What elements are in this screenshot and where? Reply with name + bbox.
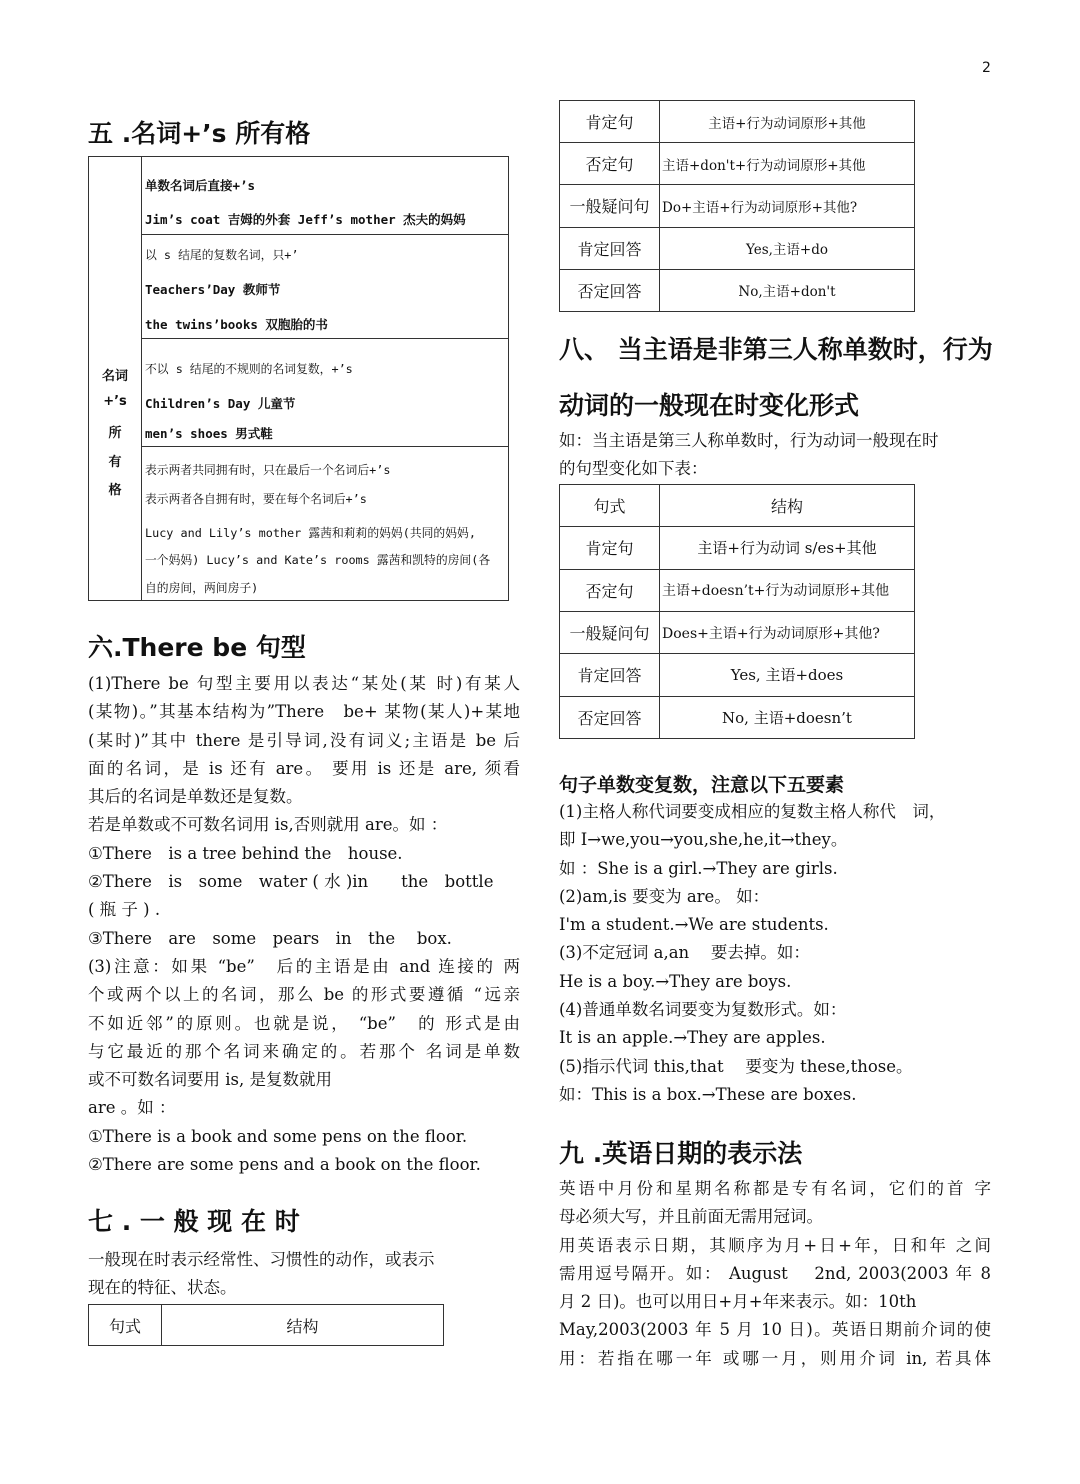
- structure-cell: 主语+don't+行为动词原形+其他: [660, 143, 915, 185]
- text-line: ②There are some pens and a book on the floor.: [88, 1155, 481, 1175]
- cell-line: 表示两者共同拥有时，只在最后一个名词后+’s: [145, 463, 391, 477]
- section6-title: 六.There be 句型: [88, 633, 306, 662]
- text-line: It is an apple.→They are apples.: [559, 1028, 826, 1048]
- cell-line: Lucy and Lily’s mother 露茜和莉莉的妈妈(共同的妈妈,: [145, 526, 476, 540]
- possessive-cell-joint: [141, 446, 508, 600]
- section5-title: 五 .名词+’s 所有格: [88, 119, 311, 148]
- text-line: (1)主格人称代词要变成相应的复数主格人称代 词，: [559, 802, 946, 821]
- plural-rules-title: 句子单数变复数，注意以下五要素: [559, 774, 845, 796]
- section9-title: 九 .英语日期的表示法: [559, 1139, 803, 1168]
- text-line: (2)am,is 要变为 are。 如：: [559, 886, 770, 906]
- possessive-table: [88, 156, 509, 601]
- third-person-table: [559, 484, 915, 739]
- text-line: ( 瓶 子 ) .: [88, 900, 161, 920]
- cell-line: men’s shoes 男式鞋: [145, 426, 273, 441]
- text-line: 个或两个以上的名词，那么 be 的形式要遵循 “远亲: [88, 985, 520, 1005]
- form-cell: 句式: [560, 485, 660, 527]
- text-line: I'm a student.→We are students.: [559, 915, 829, 935]
- cell-line: 表示两者各自拥有时，要在每个名词后+’s: [145, 492, 367, 506]
- header-cell: 句式: [89, 1305, 162, 1346]
- structure-cell: Does+主语+行为动词原形+其他?: [660, 611, 915, 653]
- text-line: 的句型变化如下表：: [559, 459, 708, 479]
- form-cell: 肯定回答: [560, 227, 660, 269]
- header-cell: 结构: [162, 1305, 444, 1346]
- section7-body: [88, 1246, 508, 1303]
- text-line: ②There is some water ( 水 )in the bottle: [88, 872, 494, 892]
- text-line: ③There are some pears in the box.: [88, 928, 452, 948]
- cell-line: 单数名词后直接+’s: [145, 178, 256, 193]
- page-number: 2: [982, 60, 991, 76]
- text-line: 与它最近的那个名词来确定的。若那个 名词是单数: [88, 1041, 520, 1061]
- structure-cell: 结构: [660, 485, 915, 527]
- cell-line: Teachers’Day 教师节: [145, 282, 281, 297]
- text-line: He is a boy.→They are boys.: [559, 971, 792, 991]
- text-line: (1)There be 句型主要用以表达“某处(某 时)有某人: [88, 674, 520, 693]
- cell-line: 不以 s 结尾的不规则的名词复数，+’s: [145, 362, 353, 376]
- text-line: 英语中月份和星期名称都是专有名词，它们的首 字: [559, 1179, 991, 1198]
- text-line: 如：This is a box.→These are boxes.: [559, 1084, 857, 1104]
- text-line: 或不可数名词要用 is, 是复数就用: [88, 1070, 332, 1090]
- form-cell: 一般疑问句: [560, 611, 660, 653]
- form-cell: 肯定回答: [560, 654, 660, 696]
- structure-cell: 主语+行为动词 s/es+其他: [660, 527, 915, 569]
- text-line: 如 ：She is a girl.→They are girls.: [559, 858, 838, 878]
- text-line: May,2003(2003 年 5 月 10 日)。英语日期前介词的使: [559, 1320, 991, 1340]
- text-line: 母必须大写，并且前面无需用冠词。: [559, 1207, 823, 1227]
- text-line: ①There is a book and some pens on the floor.: [88, 1126, 468, 1146]
- cell-line: 以 s 结尾的复数名词，只+’: [145, 248, 299, 262]
- text-line: (4)普通单数名词要变为复数形式。如：: [559, 1000, 847, 1020]
- structure-cell: 主语+doesn’t+行为动词原形+其他: [660, 569, 915, 611]
- form-cell: 否定句: [560, 143, 660, 185]
- text-line: ①There is a tree behind the house.: [88, 843, 403, 863]
- text-line: 用：若指在哪一年 或哪一月，则用介词 in, 若具体: [559, 1348, 991, 1368]
- text-line: (5)指示代词 this,that 要变为 these,those。: [559, 1056, 913, 1076]
- section8-body: [559, 427, 991, 484]
- section7-title: 七 . 一 般 现 在 时: [88, 1207, 300, 1236]
- text-line: 需用逗号隔开。如： August 2nd, 2003(2003 年 8: [559, 1263, 991, 1283]
- possessive-cell-plural-s: [141, 234, 508, 338]
- text-line: are 。如 ：: [88, 1098, 176, 1118]
- cell-line: Jim’s coat 吉姆的外套 Jeff’s mother 杰夫的妈妈: [145, 212, 466, 227]
- text-line: (3)注意：如果 “be” 后的主语是由 and 连接的 两: [88, 956, 520, 976]
- text-line: 其后的名词是单数还是复数。: [88, 787, 303, 807]
- text-line: 月 2 日)。也可以用日+月+年来表示。如：10th: [559, 1292, 917, 1312]
- structure-cell: Yes,主语+do: [660, 227, 915, 269]
- form-cell: 否定句: [560, 569, 660, 611]
- structure-cell: No,主语+don't: [660, 269, 915, 311]
- section9-body: [559, 1175, 991, 1373]
- text-line: 即 I→we,you→you,she,he,it→they。: [559, 830, 848, 850]
- text-line: (某物)。”其基本结构为”There be+ 某物(某人)+某地: [88, 702, 520, 722]
- side-label: +’s: [103, 394, 127, 409]
- structure-cell: Yes, 主语+does: [660, 654, 915, 696]
- text-line: (3)不定冠词 a,an 要去掉。如：: [559, 943, 810, 963]
- text-line: 用英语表示日期，其顺序为月+日+年，日和年 之间: [559, 1235, 991, 1255]
- form-cell: 一般疑问句: [560, 185, 660, 227]
- structure-cell: 主语+行为动词原形+其他: [660, 101, 915, 143]
- text-line: 现在的特征、状态。: [88, 1278, 237, 1298]
- text-line: (某时)”其中 there 是引导词,没有词义;主语是 be 后: [88, 730, 520, 750]
- plural-rules-body: [559, 798, 991, 1109]
- structure-cell: No, 主语+doesn’t: [660, 696, 915, 738]
- form-cell: 肯定句: [560, 101, 660, 143]
- non-third-person-table: [559, 100, 915, 312]
- text-line: 若是单数或不可数名词用 is,否则就用 are。如 ：: [88, 815, 448, 835]
- text-line: 如：当主语是第三人称单数时，行为动词一般现在时: [559, 431, 939, 450]
- text-line: 一般现在时表示经常性、习惯性的动作，或表示: [88, 1250, 435, 1269]
- form-cell: 肯定句: [560, 527, 660, 569]
- possessive-side-column: [89, 157, 142, 600]
- cell-line: 自的房间，两间房子): [145, 581, 259, 595]
- section8-title-line1: 八、 当主语是非第三人称单数时，行为: [559, 335, 993, 364]
- possessive-cell-irregular: [141, 338, 508, 446]
- section6-body: [88, 670, 520, 1179]
- side-label: 格: [108, 483, 122, 498]
- side-label: 有: [108, 455, 122, 470]
- cell-line: the twins’books 双胞胎的书: [145, 317, 328, 332]
- section8-title-line2: 动词的一般现在时变化形式: [559, 391, 860, 420]
- cell-line: 一个妈妈) Lucy’s and Kate’s rooms 露茜和凯特的房间(各: [145, 553, 491, 567]
- form-cell: 否定回答: [560, 696, 660, 738]
- side-label: 名词: [101, 369, 128, 384]
- present-tense-header-table: [88, 1304, 444, 1346]
- possessive-cell-singular: [141, 157, 508, 234]
- form-cell: 否定回答: [560, 269, 660, 311]
- text-line: 面的名词，是 is 还有 are。 要用 is 还是 are, 须看: [88, 758, 520, 778]
- structure-cell: Do+主语+行为动词原形+其他?: [660, 185, 915, 227]
- side-label: 所: [108, 426, 122, 441]
- cell-line: Children’s Day 儿童节: [145, 396, 296, 411]
- text-line: 不如近邻”的原则。也就是说， “be” 的 形式是由: [88, 1013, 520, 1033]
